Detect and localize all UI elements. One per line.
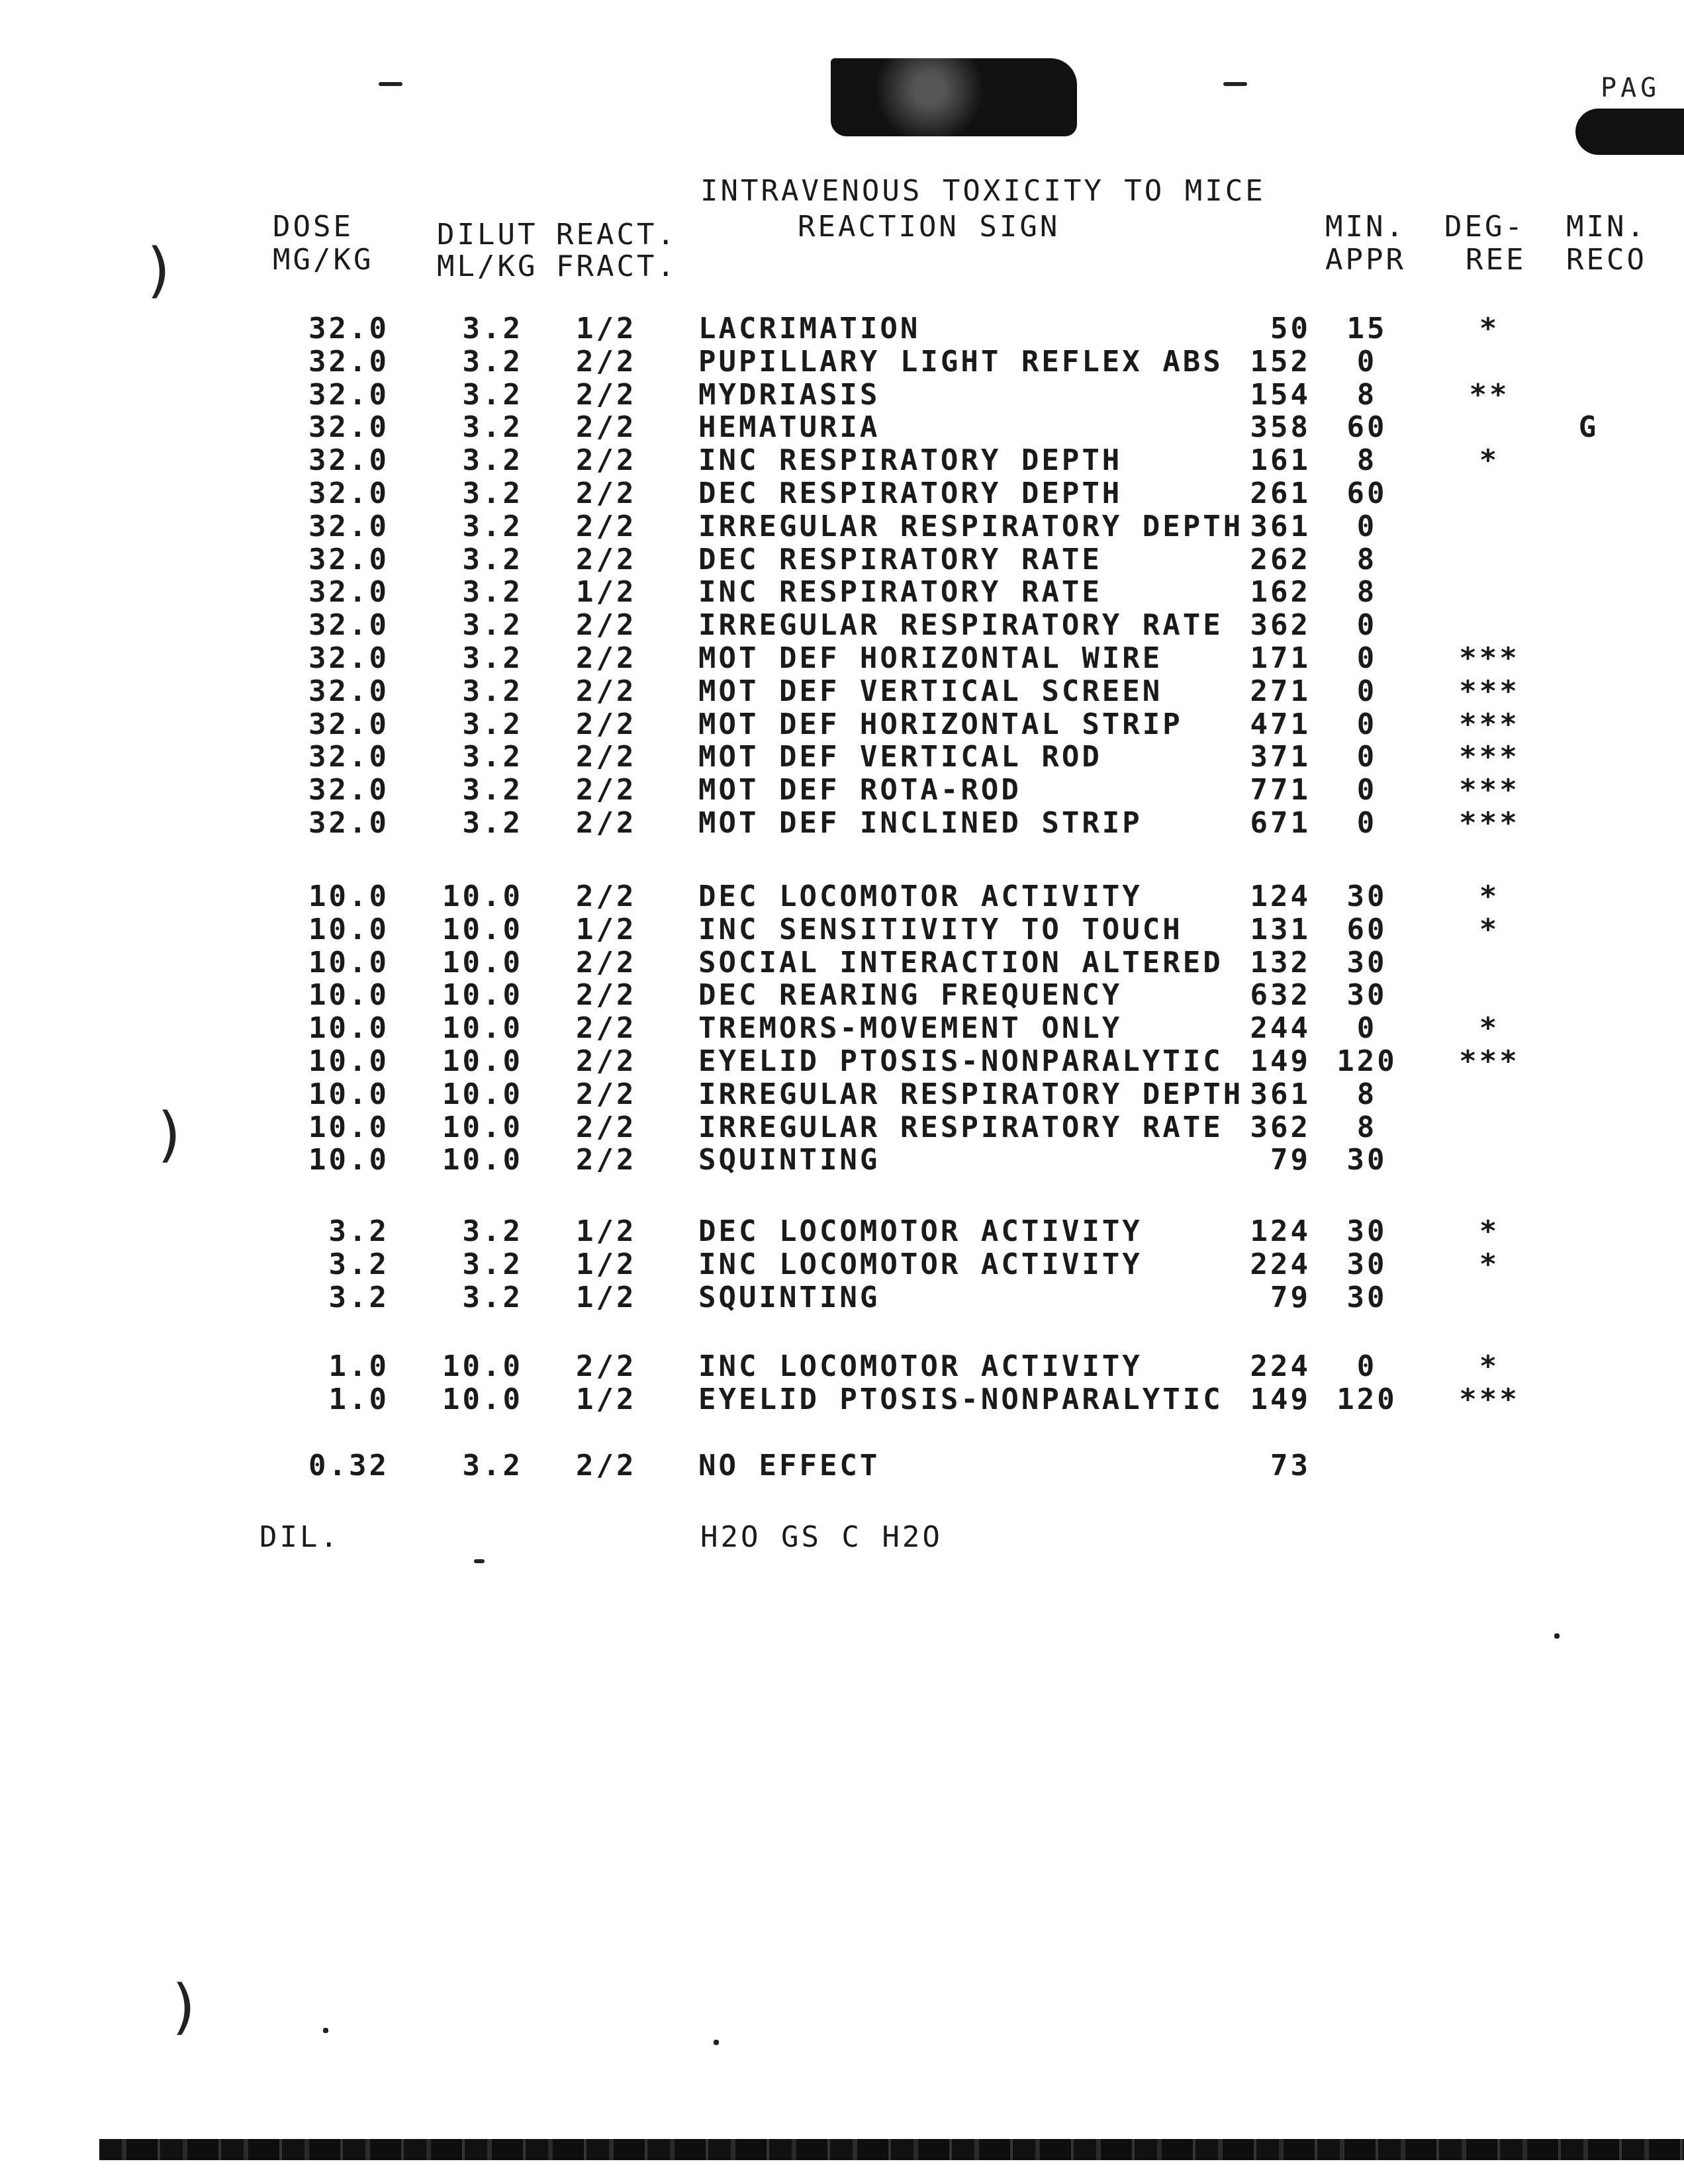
table-row [0,1078,1684,1111]
sign-code-cell: 358 [1250,410,1311,444]
reaction-sign-cell: IRREGULAR RESPIRATORY RATE [698,1111,1223,1144]
header-sign: REACTION SIGN [798,210,1060,244]
dose-cell: 10.0 [308,1011,389,1045]
min-appr-cell: 15 [1346,312,1387,345]
table-row [0,913,1684,946]
reaction-sign-cell: MOT DEF INCLINED STRIP [698,806,1143,840]
dose-cell: 32.0 [308,477,389,510]
header-dose-2: MG/KG [273,243,374,277]
min-appr-cell: 8 [1356,378,1378,412]
speck [714,2040,719,2045]
page-tag: PAG [1601,73,1661,103]
reaction-sign-cell: TREMORS-MOVEMENT ONLY [698,1011,1123,1045]
reaction-fraction-cell: 2/2 [576,1077,637,1111]
degree-cell: *** [1459,1044,1520,1078]
table-row [0,1012,1684,1045]
reaction-fraction-cell: 2/2 [576,1011,637,1045]
header-min-appr-1: MIN. [1325,210,1406,244]
dilution-cell: 3.2 [462,1281,523,1314]
sign-code-cell: 271 [1250,674,1311,708]
dose-cell: 32.0 [308,740,389,774]
min-appr-cell: 0 [1356,641,1378,675]
table-row [0,1383,1684,1416]
min-appr-cell: 30 [1346,880,1387,913]
table-row [0,312,1684,345]
reaction-fraction-cell: 2/2 [576,543,637,576]
sign-code-cell: 171 [1250,641,1311,675]
table-row [0,774,1684,807]
dose-cell: 32.0 [308,543,389,576]
min-appr-cell: 60 [1346,477,1387,510]
reaction-fraction-cell: 2/2 [576,1349,637,1383]
sign-code-cell: 361 [1250,510,1311,543]
reaction-sign-cell: HEMATURIA [698,410,880,444]
dilution-cell: 3.2 [462,345,523,379]
table-row [0,1215,1684,1248]
dilution-cell: 3.2 [462,1214,523,1248]
reaction-sign-cell: MOT DEF VERTICAL ROD [698,740,1102,774]
table-row [0,1350,1684,1383]
table-row [0,379,1684,412]
dose-cell: 32.0 [308,641,389,675]
reaction-fraction-cell: 1/2 [576,913,637,946]
reaction-fraction-cell: 2/2 [576,806,637,840]
dose-cell: 10.0 [308,1111,389,1144]
table-row [0,411,1684,444]
min-appr-cell: 30 [1346,978,1387,1012]
min-appr-cell: 8 [1356,443,1378,477]
binder-hole-mark: ) [147,236,171,305]
reaction-sign-cell: DEC LOCOMOTOR ACTIVITY [698,880,1143,913]
dilution-cell: 10.0 [442,1383,523,1416]
header-min-reco-2: RECO [1566,244,1647,277]
dose-cell: 10.0 [308,978,389,1012]
header-degree-2: REE [1466,243,1526,277]
reaction-sign-cell: IRREGULAR RESPIRATORY DEPTH [698,510,1244,543]
sign-code-cell: 154 [1250,378,1311,412]
dose-cell: 10.0 [308,913,389,946]
degree-cell: * [1479,312,1500,345]
dilution-cell: 3.2 [462,641,523,675]
mark-dash [1223,82,1247,86]
sign-code-cell: 124 [1250,880,1311,913]
dilution-cell: 3.2 [462,740,523,774]
reaction-fraction-cell: 2/2 [576,1449,637,1482]
degree-cell: *** [1459,707,1520,741]
min-appr-cell: 8 [1356,543,1378,576]
dose-cell: 1.0 [328,1383,389,1416]
dilution-cell: 3.2 [462,443,523,477]
table-row [0,543,1684,576]
header-react-1: REACT. [556,218,677,251]
dose-cell: 32.0 [308,608,389,642]
sign-code-cell: 262 [1250,543,1311,576]
dilution-cell: 3.2 [462,1449,523,1482]
reaction-fraction-cell: 2/2 [576,345,637,379]
sign-code-cell: 244 [1250,1011,1311,1045]
binder-hole-mark: ) [172,1972,196,2042]
reaction-fraction-cell: 1/2 [576,1383,637,1416]
reaction-fraction-cell: 2/2 [576,674,637,708]
dose-cell: 32.0 [308,575,389,609]
sign-code-cell: 261 [1250,477,1311,510]
sign-code-cell: 124 [1250,1214,1311,1248]
table-row [0,1449,1684,1482]
dilution-cell: 10.0 [442,1011,523,1045]
header-dilut-2: ML/KG [437,250,538,283]
dilution-cell: 10.0 [442,1044,523,1078]
reaction-fraction-cell: 2/2 [576,608,637,642]
min-appr-cell: 30 [1346,1143,1387,1177]
table-row [0,979,1684,1012]
table-row [0,609,1684,642]
redaction-blot [831,58,1077,136]
dose-cell: 1.0 [328,1349,389,1383]
header-degree-1: DEG- [1444,210,1525,244]
dose-cell: 32.0 [308,510,389,543]
sign-code-cell: 224 [1250,1349,1311,1383]
sign-code-cell: 771 [1250,773,1311,807]
reaction-sign-cell: MOT DEF VERTICAL SCREEN [698,674,1163,708]
table-row [0,576,1684,609]
min-appr-cell: 30 [1346,1281,1387,1314]
dose-cell: 32.0 [308,312,389,345]
min-appr-cell: 0 [1356,740,1378,774]
sign-code-cell: 79 [1270,1281,1311,1314]
reaction-fraction-cell: 2/2 [576,378,637,412]
reaction-fraction-cell: 2/2 [576,978,637,1012]
dose-cell: 10.0 [308,1143,389,1177]
dose-cell: 3.2 [328,1214,389,1248]
degree-cell: ** [1469,378,1510,412]
reaction-fraction-cell: 1/2 [576,1281,637,1314]
reaction-sign-cell: EYELID PTOSIS-NONPARALYTIC [698,1044,1223,1078]
reaction-fraction-cell: 2/2 [576,477,637,510]
table-row [0,741,1684,774]
min-appr-cell: 0 [1356,707,1378,741]
reaction-fraction-cell: 1/2 [576,312,637,345]
min-appr-cell: 0 [1356,674,1378,708]
dose-cell: 32.0 [308,773,389,807]
table-row [0,675,1684,708]
min-appr-cell: 0 [1356,345,1378,379]
degree-cell: * [1479,1248,1500,1281]
table-row [0,946,1684,979]
reaction-fraction-cell: 1/2 [576,1214,637,1248]
binder-hole-mark: ) [158,1100,181,1169]
min-appr-cell: 0 [1356,806,1378,840]
table-row [0,345,1684,379]
dilution-cell: 10.0 [442,913,523,946]
sign-code-cell: 73 [1270,1449,1311,1482]
min-appr-cell: 8 [1356,1077,1378,1111]
dilution-cell: 10.0 [442,978,523,1012]
reaction-fraction-cell: 2/2 [576,707,637,741]
degree-cell: *** [1459,773,1520,807]
dose-cell: 10.0 [308,880,389,913]
min-appr-cell: 0 [1356,510,1378,543]
sign-code-cell: 161 [1250,443,1311,477]
min-appr-cell: 60 [1346,410,1387,444]
header-min-reco-1: MIN. [1566,210,1647,244]
table-row [0,510,1684,543]
sign-code-cell: 224 [1250,1248,1311,1281]
min-reco-cell: G [1578,410,1599,444]
sign-code-cell: 632 [1250,978,1311,1012]
dose-cell: 10.0 [308,946,389,979]
min-appr-cell: 30 [1346,1214,1387,1248]
sign-code-cell: 471 [1250,707,1311,741]
dose-cell: 3.2 [328,1248,389,1281]
table-row [0,807,1684,840]
reaction-fraction-cell: 2/2 [576,880,637,913]
dose-cell: 32.0 [308,345,389,379]
degree-cell: *** [1459,641,1520,675]
dilution-cell: 3.2 [462,1248,523,1281]
degree-cell: *** [1459,740,1520,774]
min-appr-cell: 8 [1356,1111,1378,1144]
degree-cell: *** [1459,1383,1520,1416]
degree-cell: *** [1459,674,1520,708]
dilution-cell: 10.0 [442,1111,523,1144]
dose-cell: 10.0 [308,1077,389,1111]
reaction-sign-cell: INC LOCOMOTOR ACTIVITY [698,1349,1143,1383]
degree-cell: * [1479,880,1500,913]
reaction-fraction-cell: 1/2 [576,575,637,609]
dose-cell: 10.0 [308,1044,389,1078]
dose-cell: 32.0 [308,674,389,708]
dilution-cell: 3.2 [462,707,523,741]
dilution-cell: 3.2 [462,674,523,708]
min-appr-cell: 120 [1336,1044,1397,1078]
header-react-2: FRACT. [556,250,677,283]
scan-edge-bar [99,2139,1684,2160]
reaction-sign-cell: MOT DEF HORIZONTAL STRIP [698,707,1183,741]
dilution-cell: 3.2 [462,608,523,642]
dose-cell: 32.0 [308,806,389,840]
table-row [0,708,1684,741]
sign-code-cell: 361 [1250,1077,1311,1111]
dilution-cell: 3.2 [462,773,523,807]
sign-code-cell: 132 [1250,946,1311,979]
reaction-sign-cell: SOCIAL INTERACTION ALTERED [698,946,1223,979]
degree-cell: * [1479,1011,1500,1045]
sign-code-cell: 131 [1250,913,1311,946]
document-title: INTRAVENOUS TOXICITY TO MICE [700,174,1266,208]
min-appr-cell: 0 [1356,1349,1378,1383]
header-min-appr-2: APPR [1325,243,1406,277]
speck [1554,1633,1560,1639]
table-row [0,1248,1684,1281]
dose-cell: 0.32 [308,1449,389,1482]
dose-cell: 32.0 [308,707,389,741]
reaction-fraction-cell: 2/2 [576,773,637,807]
degree-cell: * [1479,443,1500,477]
reaction-fraction-cell: 2/2 [576,410,637,444]
reaction-fraction-cell: 2/2 [576,641,637,675]
sign-code-cell: 79 [1270,1143,1311,1177]
table-row [0,642,1684,675]
dilution-cell: 3.2 [462,312,523,345]
sign-code-cell: 671 [1250,806,1311,840]
dilution-cell: 10.0 [442,946,523,979]
min-appr-cell: 0 [1356,608,1378,642]
sign-code-cell: 371 [1250,740,1311,774]
sign-code-cell: 362 [1250,608,1311,642]
reaction-sign-cell: SQUINTING [698,1143,880,1177]
dose-cell: 32.0 [308,443,389,477]
dilution-cell: 3.2 [462,575,523,609]
reaction-sign-cell: INC RESPIRATORY RATE [698,575,1102,609]
reaction-sign-cell: INC SENSITIVITY TO TOUCH [698,913,1183,946]
reaction-sign-cell: NO EFFECT [698,1449,880,1482]
reaction-sign-cell: IRREGULAR RESPIRATORY DEPTH [698,1077,1244,1111]
dilution-cell: 3.2 [462,410,523,444]
reaction-fraction-cell: 2/2 [576,740,637,774]
mark-dash [474,1559,485,1563]
dilution-cell: 10.0 [442,1143,523,1177]
reaction-sign-cell: PUPILLARY LIGHT REFLEX ABS [698,345,1223,379]
mark-dash [379,82,402,86]
min-appr-cell: 30 [1346,1248,1387,1281]
reaction-sign-cell: EYELID PTOSIS-NONPARALYTIC [698,1383,1223,1416]
reaction-fraction-cell: 2/2 [576,1143,637,1177]
dilution-cell: 3.2 [462,510,523,543]
dose-cell: 32.0 [308,410,389,444]
header-dilut-1: DILUT [437,218,538,251]
sign-code-cell: 152 [1250,345,1311,379]
reaction-sign-cell: SQUINTING [698,1281,880,1314]
dilution-cell: 3.2 [462,378,523,412]
min-appr-cell: 60 [1346,913,1387,946]
footer-dil-label: DIL. [259,1520,340,1554]
reaction-sign-cell: INC LOCOMOTOR ACTIVITY [698,1248,1143,1281]
dilution-cell: 3.2 [462,806,523,840]
reaction-sign-cell: INC RESPIRATORY DEPTH [698,443,1123,477]
dilution-cell: 3.2 [462,543,523,576]
footer-dil-value: H2O GS C H2O [700,1520,943,1554]
min-appr-cell: 0 [1356,773,1378,807]
dose-cell: 3.2 [328,1281,389,1314]
sign-code-cell: 50 [1270,312,1311,345]
dilution-cell: 10.0 [442,880,523,913]
table-row [0,880,1684,913]
reaction-sign-cell: DEC REARING FREQUENCY [698,978,1123,1012]
dose-cell: 32.0 [308,378,389,412]
dilution-cell: 10.0 [442,1349,523,1383]
speck [323,2028,328,2033]
table-row [0,477,1684,510]
degree-cell: *** [1459,806,1520,840]
reaction-fraction-cell: 1/2 [576,1248,637,1281]
min-appr-cell: 30 [1346,946,1387,979]
reaction-sign-cell: DEC RESPIRATORY RATE [698,543,1102,576]
reaction-fraction-cell: 2/2 [576,443,637,477]
degree-cell: * [1479,1214,1500,1248]
table-row [0,1045,1684,1078]
reaction-fraction-cell: 2/2 [576,946,637,979]
reaction-sign-cell: LACRIMATION [698,312,921,345]
sign-code-cell: 162 [1250,575,1311,609]
min-appr-cell: 8 [1356,575,1378,609]
reaction-sign-cell: MOT DEF ROTA-ROD [698,773,1021,807]
reaction-fraction-cell: 2/2 [576,510,637,543]
degree-cell: * [1479,1349,1500,1383]
table-row [0,1281,1684,1314]
reaction-sign-cell: MYDRIASIS [698,378,880,412]
table-row [0,1144,1684,1177]
min-appr-cell: 120 [1336,1383,1397,1416]
table-row [0,1111,1684,1144]
reaction-fraction-cell: 2/2 [576,1111,637,1144]
reaction-sign-cell: DEC LOCOMOTOR ACTIVITY [698,1214,1143,1248]
reaction-sign-cell: IRREGULAR RESPIRATORY RATE [698,608,1223,642]
sign-code-cell: 362 [1250,1111,1311,1144]
reaction-sign-cell: DEC RESPIRATORY DEPTH [698,477,1123,510]
ink-smudge [1575,109,1684,155]
table-row [0,444,1684,477]
sign-code-cell: 149 [1250,1044,1311,1078]
degree-cell: * [1479,913,1500,946]
sign-code-cell: 149 [1250,1383,1311,1416]
min-appr-cell: 0 [1356,1011,1378,1045]
dilution-cell: 3.2 [462,477,523,510]
dilution-cell: 10.0 [442,1077,523,1111]
header-dose-1: DOSE [273,210,353,244]
reaction-sign-cell: MOT DEF HORIZONTAL WIRE [698,641,1163,675]
reaction-fraction-cell: 2/2 [576,1044,637,1078]
